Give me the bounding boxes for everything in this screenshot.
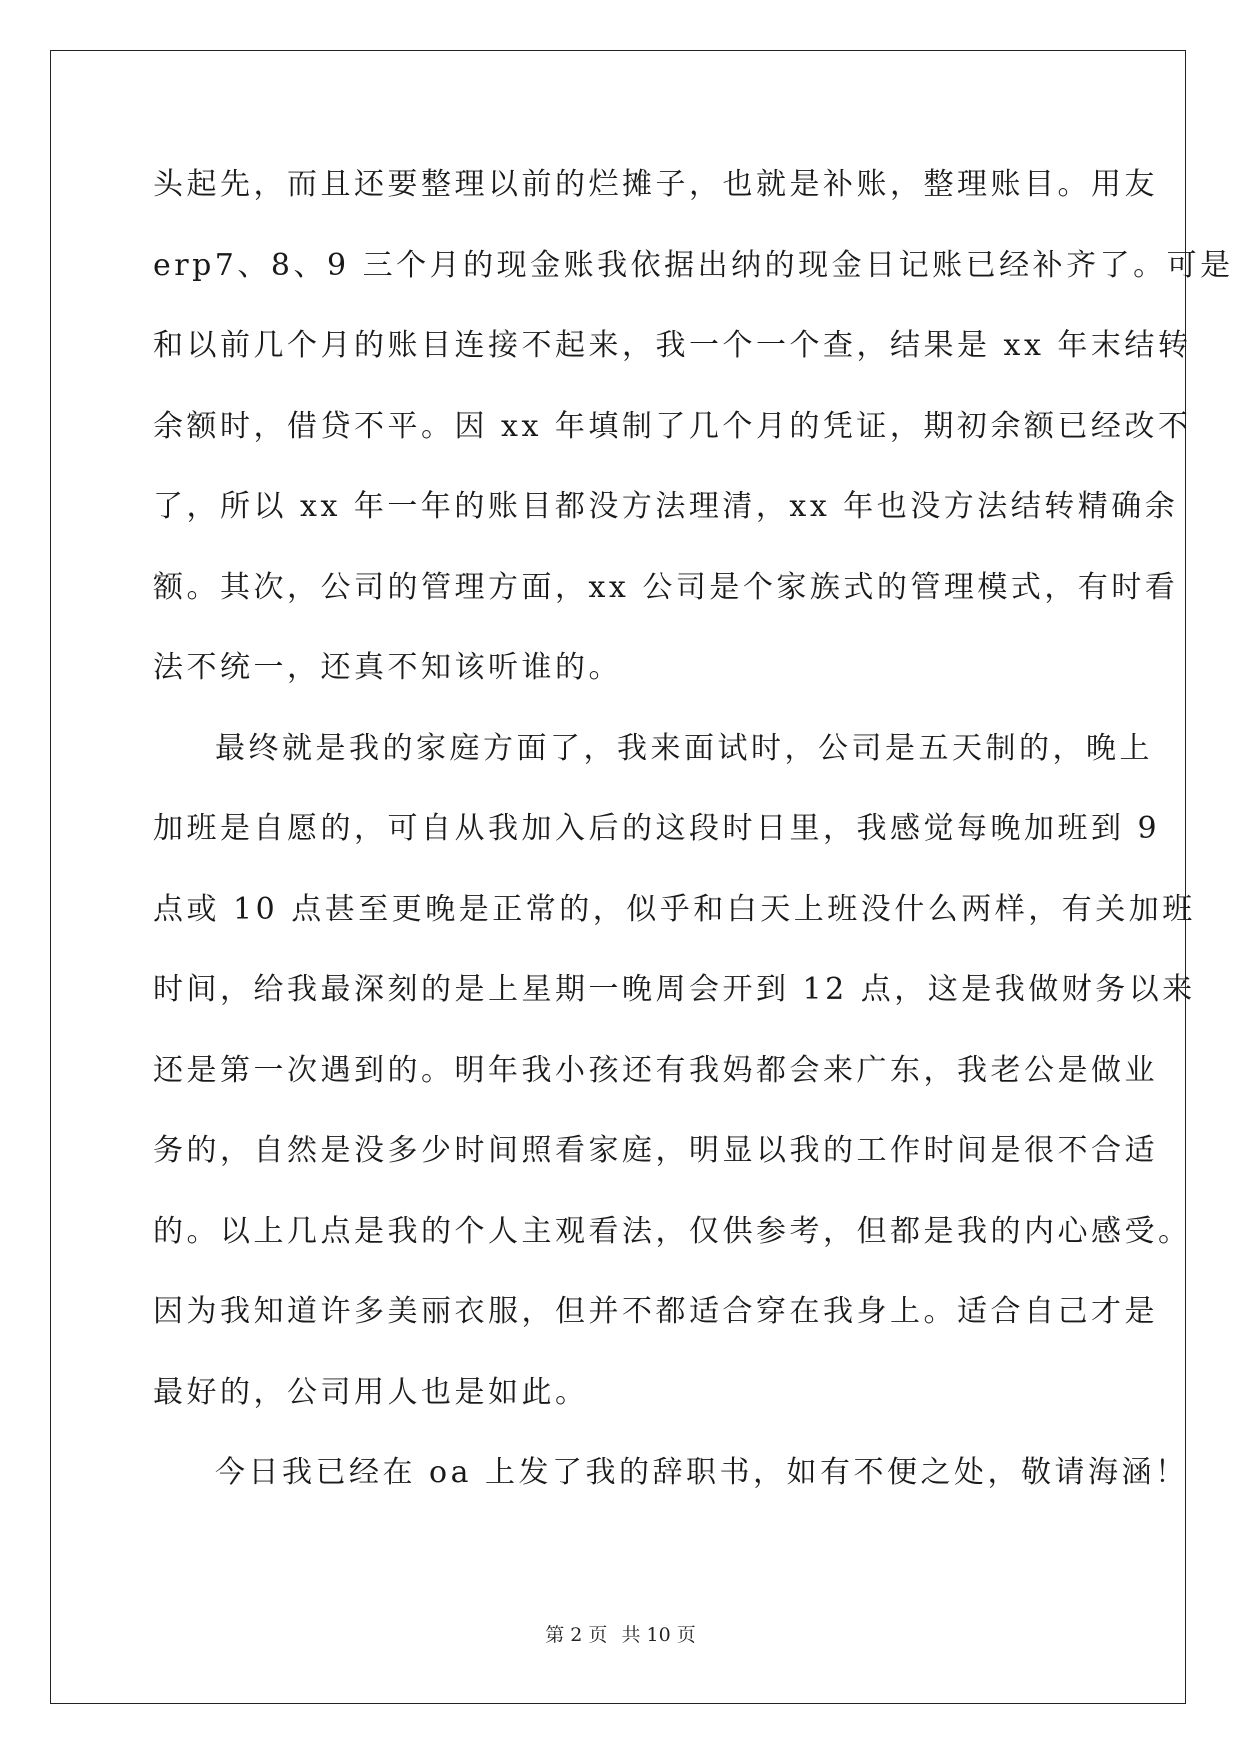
text-line-7: 法不统一，还真不知该听谁的。 bbox=[153, 650, 622, 685]
text-line-11: 时间，给我最深刻的是上星期一晚周会开到 12 点，这是我做财务以来 bbox=[153, 972, 1196, 1007]
text-line-14: 的。以上几点是我的个人主观看法，仅供参考，但都是我的内心感受。 bbox=[153, 1213, 1192, 1249]
text-line-4: 余额时，借贷不平。因 xx 年填制了几个月的凭证，期初余额已经改不 bbox=[153, 408, 1192, 444]
page-number: 第 2 页 bbox=[545, 1624, 608, 1646]
text-line-17: 今日我已经在 oa 上发了我的辞职书，如有不便之处，敬请海涵！ bbox=[215, 1455, 1189, 1490]
text-line-1: 头起先，而且还要整理以前的烂摊子，也就是补账，整理账目。用友 bbox=[153, 167, 1158, 202]
text-line-6: 额。其次，公司的管理方面，xx 公司是个家族式的管理模式，有时看 bbox=[153, 569, 1179, 605]
text-line-3: 和以前几个月的账目连接不起来，我一个一个查，结果是 xx 年末结转 bbox=[153, 328, 1192, 363]
text-line-2: erp7、8、9 三个月的现金账我依据出纳的现金日记账已经补齐了。可是 bbox=[153, 247, 1234, 283]
page-total: 共 10 页 bbox=[621, 1624, 696, 1646]
text-line-9: 加班是自愿的，可自从我加入后的这段时日里，我感觉每晚加班到 9 bbox=[153, 811, 1161, 846]
text-line-16: 最好的，公司用人也是如此。 bbox=[153, 1374, 589, 1410]
page-footer bbox=[0, 1620, 1241, 1647]
text-line-8: 最终就是我的家庭方面了，我来面试时，公司是五天制的，晚上 bbox=[215, 730, 1153, 766]
text-line-13: 务的，自然是没多少时间照看家庭，明显以我的工作时间是很不合适 bbox=[153, 1133, 1158, 1168]
document-body bbox=[153, 160, 1234, 1529]
text-line-15: 因为我知道许多美丽衣服，但并不都适合穿在我身上。适合自己才是 bbox=[153, 1294, 1158, 1329]
text-line-5: 了，所以 xx 年一年的账目都没方法理清，xx 年也没方法结转精确余 bbox=[153, 489, 1179, 524]
text-line-10: 点或 10 点甚至更晚是正常的，似乎和白天上班没什么两样，有关加班 bbox=[153, 891, 1196, 927]
text-line-12: 还是第一次遇到的。明年我小孩还有我妈都会来广东，我老公是做业 bbox=[153, 1052, 1158, 1088]
